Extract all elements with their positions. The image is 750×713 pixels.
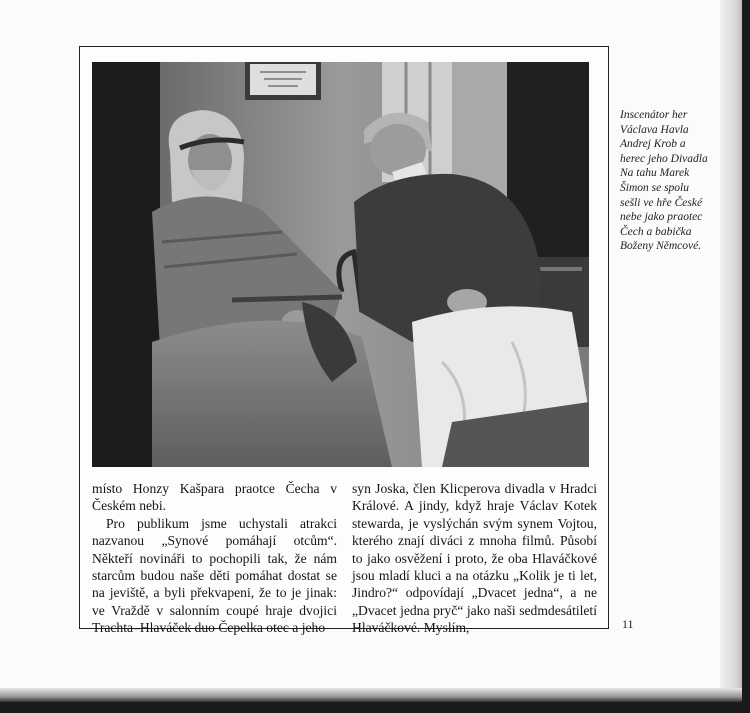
paragraph: Pro publikum jsme uchystali atrakci nazvanou „Synové pomáhají otcům“. Někteří novináři to pochopili tak, že nám starcům budou naše děti pomáhat dostat se na jeviště, a byli překvapeni, že to je jinak: ve Vraždě v salonním coupé hraje dvojici Trachta–Hlaváček duo Čepelka otec a jeho — [92, 515, 337, 636]
paragraph: syn Joska, člen Klicperova divadla v Hradci Králové. A jindy, když hraje Václav Kotek stewarda, je vyslýchán svým synem Vojtou, kterého znají diváci z mnoha filmů. Působí to jako osvěžení i proto, že oba Hlaváčkové jsou mladí kluci a na otázku „Kolik je ti let, Jindro?“ odpovídají „Dvacet jedna“, a ne „Dvacet jedna pryč“ jako naši sedmdesátiletí Hlaváčkové. Myslím, — [352, 481, 597, 636]
page-number: 11 — [622, 617, 634, 631]
text-column-left — [92, 480, 337, 637]
photo-illustration — [92, 62, 589, 467]
text-column-right — [352, 480, 597, 637]
photo-two-actors — [92, 62, 589, 467]
page-edge-bottom — [0, 688, 742, 702]
paragraph: místo Honzy Kašpara praotce Čecha v Českém nebi. — [92, 481, 337, 514]
photo-caption: Inscenátor her Václava Havla Andrej Krob a herec jeho Divadla Na tahu Marek Šimon se spolu sešli ve hře České nebe jako praotec Čech a babička Boženy Němcové. — [620, 109, 708, 253]
page-edge-right — [720, 0, 742, 700]
